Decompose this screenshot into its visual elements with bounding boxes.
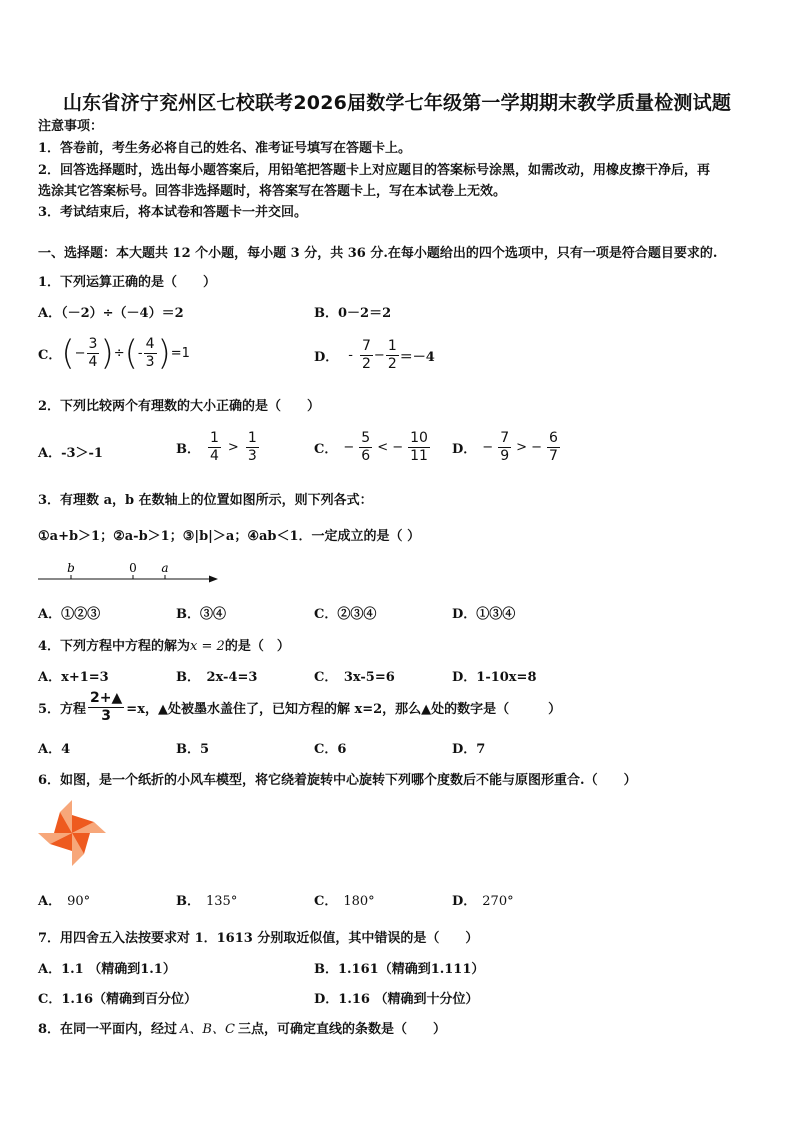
q2-option-c: C． − $\frac{5}{6}$ < − $\frac{10}{11}$ bbox=[314, 430, 428, 464]
q3-option-b: B．③④ bbox=[176, 607, 226, 622]
axis-label-b: b bbox=[67, 561, 75, 575]
q2-stem: 2．下列比较两个有理数的大小正确的是（ ） bbox=[38, 399, 321, 414]
notice-item-1: 1．答卷前，考生务必将自己的姓名、准考证号填写在答题卡上。 bbox=[38, 141, 412, 156]
fraction: $\frac{7}{2}$ bbox=[361, 338, 371, 372]
page-title: 山东省济宁兖州区七校联考2026届数学七年级第一学期期末教学质量检测试题 bbox=[62, 92, 732, 114]
q1-option-a: A．（－2）÷（－4）＝2 bbox=[38, 306, 184, 321]
q2-option-d: D． − $\frac{7}{9}$ > − $\frac{6}{7}$ bbox=[452, 430, 558, 464]
axis-label-0: 0 bbox=[129, 561, 137, 575]
q3-option-c: C．②③④ bbox=[314, 607, 377, 622]
q3-conditions: ①a+b＞1；②a-b＞1；③|b|＞a；④ab＜1．一定成立的是（ ） bbox=[38, 529, 421, 544]
q8-stem: 8．在同一平面内，经过 A、B、C 三点，可确定直线的条数是（ ） bbox=[38, 1022, 446, 1037]
arrow-head-icon bbox=[209, 576, 218, 583]
number-line-figure bbox=[36, 560, 222, 588]
q1-option-b: B．0－2＝2 bbox=[314, 306, 392, 321]
q3-stem: 3．有理数 a，b 在数轴上的位置如图所示，则下列各式： bbox=[38, 493, 373, 508]
q5-option-b: B．5 bbox=[176, 742, 210, 757]
q4-option-b: B． 2x-4=3 bbox=[176, 670, 258, 685]
q7-stem: 7．用四舍五入法按要求对 1．1613 分别取近似值，其中错误的是（ ） bbox=[38, 931, 479, 946]
section-heading: 一、选择题：本大题共 12 个小题，每小题 3 分，共 36 分.在每小题给出的四个选项中，只有一项是符合题目要求的. bbox=[38, 246, 718, 261]
fraction: $\frac{1}{2}$ bbox=[387, 338, 397, 372]
q5-option-d: D．7 bbox=[452, 742, 486, 757]
q1-stem: 1．下列运算正确的是（ ） bbox=[38, 275, 217, 290]
q6-option-b: B． 135° bbox=[176, 894, 238, 909]
fraction: $\frac{3}{4}$ bbox=[88, 336, 98, 370]
q1-option-c: C．(− $\frac{3}{4}$ )÷(- $\frac{4}{3}$ )=1 bbox=[38, 333, 190, 374]
q5-option-c: C．6 bbox=[314, 742, 347, 757]
q7-option-a: A．1.1 （精确到1.1） bbox=[38, 962, 176, 977]
q2-option-a: A．-3＞-1 bbox=[38, 446, 103, 461]
q6-option-d: D． 270° bbox=[452, 894, 514, 909]
fraction: $\frac{4}{3}$ bbox=[145, 336, 155, 370]
pinwheel-icon bbox=[36, 798, 108, 868]
notice-heading: 注意事项： bbox=[38, 119, 104, 134]
q4-option-d: D．1-10x=8 bbox=[452, 670, 537, 685]
q2-option-b: B． $\frac{1}{4}$ > $\frac{1}{3}$ bbox=[176, 430, 257, 464]
q5-option-a: A．4 bbox=[38, 742, 71, 757]
q7-option-b: B．1.161（精确到1.111） bbox=[314, 962, 485, 977]
q5-stem: 5．方程 $\frac{2+▲}{3}$ =x，▲处被墨水盖住了，已知方程的解 x=2，那么▲处的数字是（ ） bbox=[38, 690, 562, 724]
q4-option-c: C． 3x-5=6 bbox=[314, 670, 395, 685]
q6-stem: 6．如图，是一个纸折的小风车模型，将它绕着旋转中心旋转下列哪个度数后不能与原图形重合.（ ） bbox=[38, 773, 637, 788]
q7-option-c: C．1.16（精确到百分位） bbox=[38, 992, 198, 1007]
notice-item-3: 3．考试结束后，将本试卷和答题卡一并交回。 bbox=[38, 205, 308, 220]
q4-option-a: A．x+1=3 bbox=[38, 670, 109, 685]
q4-stem: 4．下列方程中方程的解为x = 2的是（ ） bbox=[38, 639, 290, 654]
q3-option-a: A．①②③ bbox=[38, 607, 101, 622]
notice-item-2-cont: 选涂其它答案标号。回答非选择题时，将答案写在答题卡上，写在本试卷上无效。 bbox=[38, 184, 507, 199]
axis-label-a: a bbox=[161, 561, 169, 575]
notice-item-2: 2．回答选择题时，选出每小题答案后，用铅笔把答题卡上对应题目的答案标号涂黑，如需改动，用橡皮擦干净后，再 bbox=[38, 163, 711, 178]
q7-option-d: D．1.16 （精确到十分位） bbox=[314, 992, 479, 1007]
q6-option-a: A． 90° bbox=[38, 894, 91, 909]
q6-option-c: C． 180° bbox=[314, 894, 375, 909]
q1-option-d: D． - $\frac{7}{2}$ − $\frac{1}{2}$ ＝－4 bbox=[314, 338, 435, 372]
q3-option-d: D．①③④ bbox=[452, 607, 516, 622]
